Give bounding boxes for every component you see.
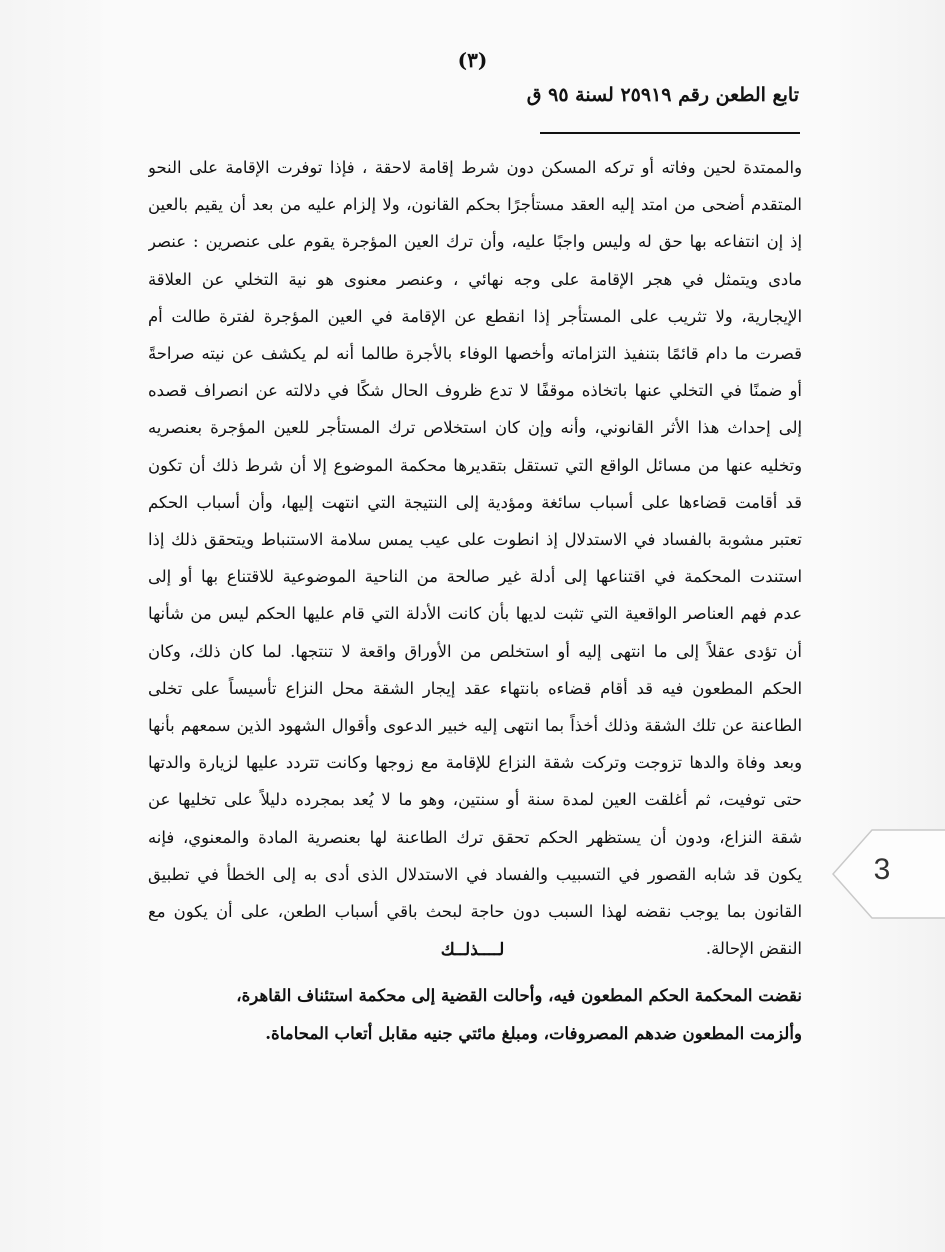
- case-heading: تابع الطعن رقم ٢٥٩١٩ لسنة ٩٥ ق: [526, 84, 799, 106]
- body-line: قصرت ما دام قائمًا بتنفيذ التزاماته وأخصها الوفاء بالأجرة طالما أنه لم يكشف عن نيته صراحةً: [148, 344, 802, 364]
- body-line: الإيجارية، ولا تثريب على المستأجر إذا انقطع عن الإقامة في العين المؤجرة لفترة طالت أم: [148, 306, 802, 326]
- body-line: قد أقامت قضاءها على أسباب سائغة ومؤدية إلى النتيجة التي انتهت إليها، وأن أسباب الحكم: [148, 492, 802, 512]
- body-line: وتخليه عنها من مسائل الواقع التي تستقل بتقديرها محكمة الموضوع إلا أن شرط ذلك أن تكون: [148, 455, 802, 475]
- body-line: أو ضمنًا في التخلي عنها باتخاذه موقفًا لا تدع ظروف الحال شكًا في دلالته عن انصراف قصده: [148, 381, 802, 401]
- body-line: حتى توفيت، ثم أغلقت العين لمدة سنة أو سنتين، وهو ما لا يُعد بمجرده دليلاً على تخليها عن: [148, 790, 802, 810]
- body-line: أن تؤدى عقلاً إلى ما انتهى إليه أو استخلص من الأوراق واقعة لا تنتجها. لما كان ذلك، وكان: [148, 641, 802, 661]
- body-line: وبعد وفاة والدها تزوجت وتركت شقة النزاع للإقامة مع زوجها وكانت تتردد عليها لزيارة والدتها: [148, 753, 802, 773]
- body-line: والممتدة لحين وفاته أو تركه المسكن دون شرط إقامة لاحقة ، فإذا توفرت الإقامة على النحو: [148, 158, 802, 177]
- verdict-line: نقضت المحكمة الحكم المطعون فيه، وأحالت القضية إلى محكمة استئناف القاهرة،: [236, 985, 802, 1005]
- verdict: [148, 976, 802, 1052]
- body-line: شقة النزاع، ودون أن يستظهر الحكم تحقق ترك الطاعنة لها بعنصرية المادة والمعنوي، فإنه: [148, 827, 802, 847]
- body-line: إذ إن انتفاعه بها حق له وليس واجبًا عليه، وأن ترك العين المؤجرة يقوم على عنصرين : عنصر: [148, 232, 802, 252]
- body-line: عدم فهم العناصر الواقعية التي تثبت لديها بأن كانت الأدلة التي قام عليها الحكم ليس من شأنها: [148, 604, 802, 624]
- page-tab-number: 3: [873, 853, 891, 886]
- ruling-body: [148, 149, 802, 967]
- page-number: (٣): [457, 48, 488, 72]
- body-line: القانون بما يوجب نقضه لهذا السبب دون حاجة لبحث باقي أسباب الطعن، على أن يكون مع: [148, 902, 802, 922]
- body-line: يكون قد شابه القصور في التسبيب والفساد في الاستدلال الذى أدى به إلى الخطأ في تطبيق: [148, 864, 802, 884]
- body-line: الطاعنة عن تلك الشقة وذلك أخذاً بما انتهى إليه خبير الدعوى وأقوال الشهود الذين سمعهم بأنها: [148, 716, 802, 736]
- body-line: إلى إحداث هذا الأثر القانوني، وأنه وإن كان استخلاص ترك المستأجر للعين المؤجرة بعنصريه: [148, 418, 802, 438]
- page-tab[interactable]: [832, 829, 945, 919]
- body-line: استندت المحكمة في اقتناعها إلى أدلة غير صالحة من الناحية الموضوعية للاقتناع بها أو إلى: [148, 567, 802, 587]
- body-line: الحكم المطعون فيه قد أقام قضاءه بانتهاء عقد إيجار الشقة محل النزاع تأسيساً على تخلى: [148, 678, 802, 698]
- body-line: النقض الإحالة.: [705, 939, 802, 959]
- body-line: مادى ويتمثل في هجر الإقامة على وجه نهائي ، وعنصر معنوى هو نية التخلي عن العلاقة: [148, 269, 802, 289]
- section-title: لــــذلــك: [440, 940, 505, 960]
- body-line: المتقدم أضحى من امتد إليه العقد مستأجرًا بحكم القانون، ولا إلزام عليه من بعد أن يقيم بالعين: [148, 195, 802, 215]
- verdict-line: وألزمت المطعون ضدهم المصروفات، ومبلغ مائتي جنيه مقابل أتعاب المحاماة.: [265, 1023, 802, 1043]
- heading-divider: [540, 132, 800, 134]
- body-line: تعتبر مشوبة بالفساد في الاستدلال إذ انطوت على عيب يمس سلامة الاستنباط ويتحقق ذلك إذا: [148, 530, 802, 550]
